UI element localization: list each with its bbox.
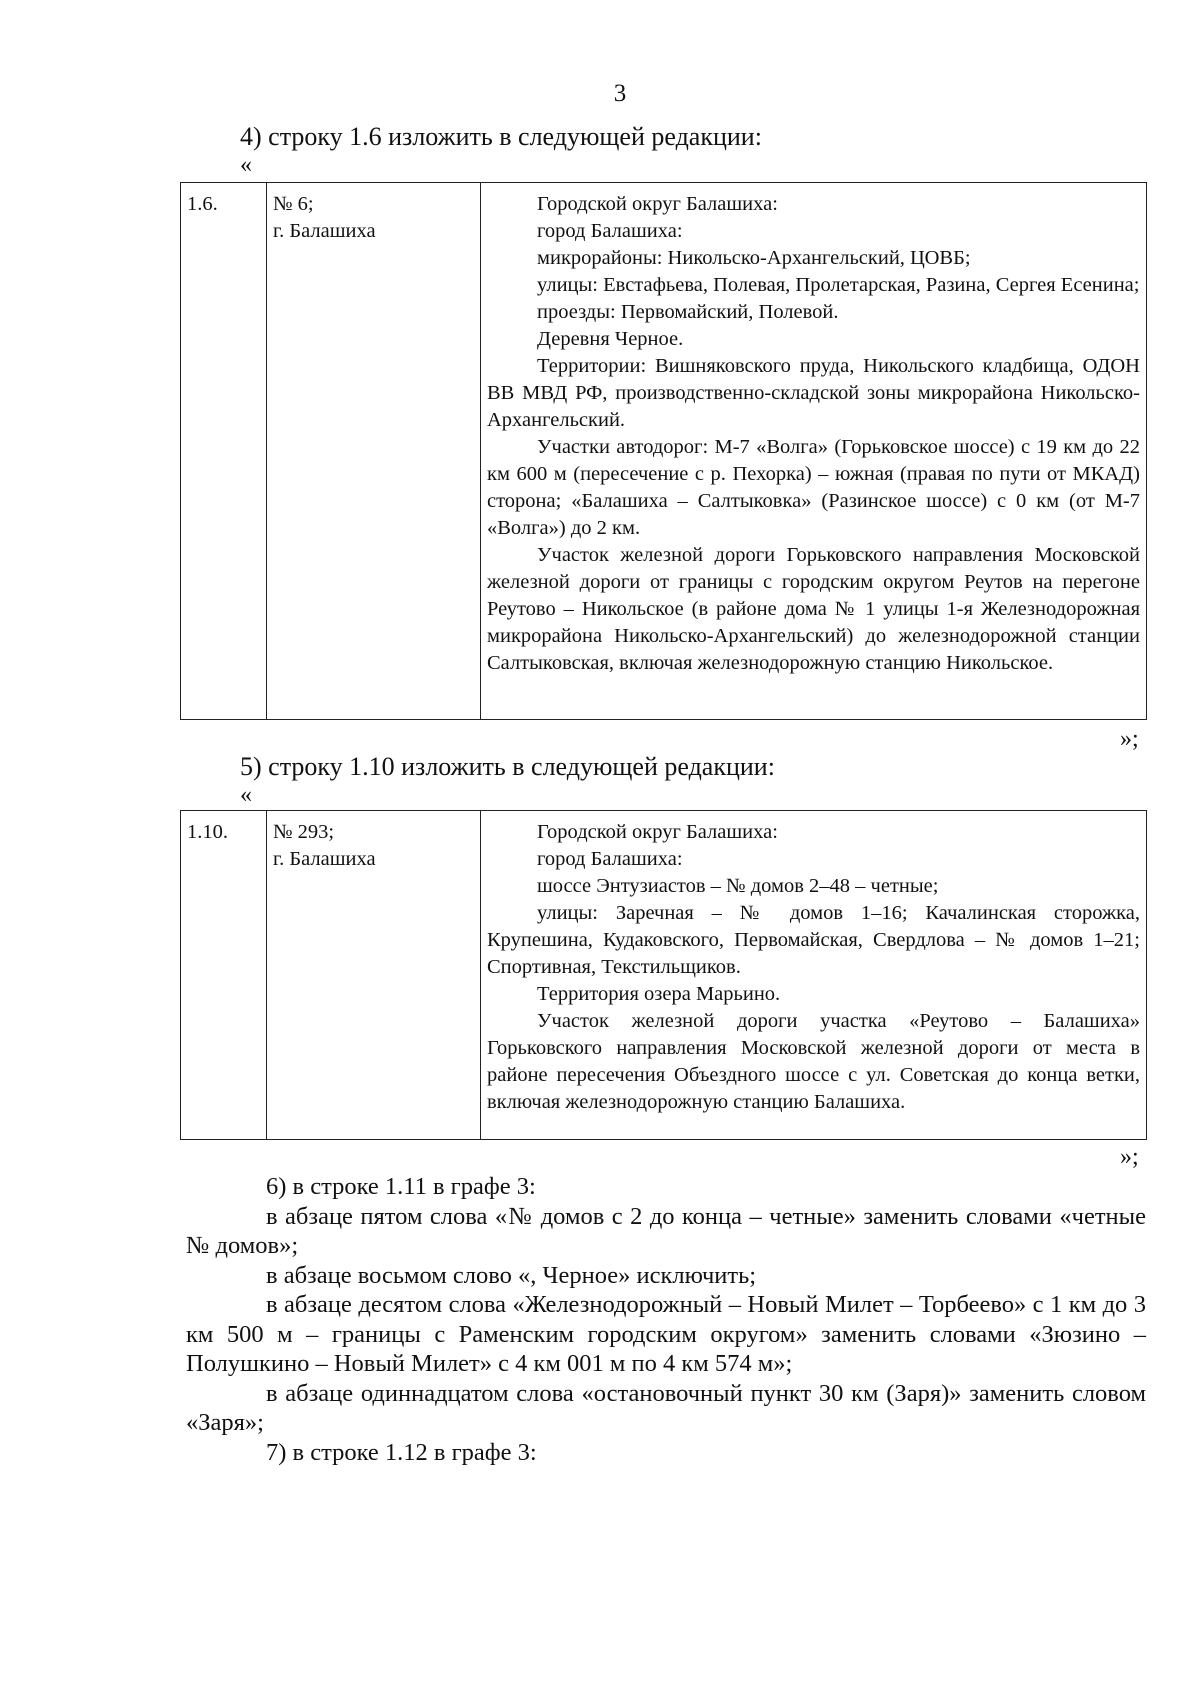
item-5-open-quote: « bbox=[240, 782, 252, 808]
item-5-heading: 5) строку 1.10 изложить в следующей редакции: bbox=[240, 752, 775, 781]
row-number: 1.10. bbox=[187, 821, 228, 843]
row-number-cell bbox=[181, 183, 267, 720]
table-row bbox=[181, 811, 1147, 1140]
row-number-cell bbox=[181, 811, 267, 1140]
territory-paragraph: Деревня Черное. bbox=[537, 328, 684, 350]
item-4-heading: 4) строку 1.6 изложить в следующей редакции: bbox=[240, 122, 762, 151]
amendment-paragraph: в абзаце пятом слова «№ домов с 2 до конца – четные» заменить словами «четные № домов»; bbox=[186, 1202, 1146, 1259]
territory-paragraph: Участок железной дороги участка «Реутово – Балашиха» Горьковского направления Московской железной дороги от места в районе пересечения Объездного шоссе с ул. Советская до конца ветки, включая железнодорожную станцию Балашиха. bbox=[487, 1010, 1140, 1113]
district-number: № 293; bbox=[273, 821, 335, 843]
territory-paragraph: Городской округ Балашиха: bbox=[537, 193, 778, 215]
territory-paragraph: улицы: Евстафьева, Полевая, Пролетарская, Разина, Сергея Есенина; bbox=[537, 274, 1140, 296]
table-row bbox=[181, 183, 1147, 720]
item-4-close-quote: »; bbox=[1120, 726, 1139, 752]
row-number: 1.6. bbox=[187, 193, 218, 215]
item-6-heading: 6) в строке 1.11 в графе 3: bbox=[266, 1173, 536, 1200]
territory-paragraph: Участок железной дороги Горьковского направления Московской железной дороги от границы с городским округом Реутов на перегоне Реутово – Никольское (в районе дома № 1 улицы 1-я Железнодорожная микрорайона Никольско-Архангельский) до железнодорожной станции Салтыковская, включая железнодорожную станцию Никольское. bbox=[487, 544, 1140, 674]
amendment-paragraph: в абзаце одиннадцатом слова «остановочный пункт 30 км (Заря)» заменить словом «Заря»; bbox=[186, 1379, 1146, 1436]
row-1-10-table bbox=[180, 810, 1147, 1140]
item-4-open-quote: « bbox=[240, 152, 252, 178]
territory-paragraph: Городской округ Балашиха: bbox=[537, 821, 778, 843]
territory-paragraph: город Балашиха: bbox=[537, 220, 683, 242]
amendment-paragraph: в абзаце десятом слова «Железнодорожный – Новый Милет – Торбеево» с 1 км до 3 км 500 м – границы с Раменским городским округом» заменить словами «Зюзино – Полушкино – Новый Милет» с 4 км 001 м по 4 км 574 м»; bbox=[186, 1291, 1146, 1377]
amendment-text bbox=[186, 1172, 1146, 1467]
district-city: г. Балашиха bbox=[273, 220, 376, 242]
page-number: 3 bbox=[613, 80, 627, 107]
territory-paragraph: микрорайоны: Никольско-Архангельский, ЦОВБ; bbox=[537, 247, 971, 269]
item-7-heading: 7) в строке 1.12 в графе 3: bbox=[266, 1438, 537, 1466]
district-cell bbox=[267, 183, 481, 720]
territory-paragraph: Территория озера Марьино. bbox=[537, 983, 781, 1005]
row-1-6-table bbox=[180, 182, 1147, 720]
district-number: № 6; bbox=[273, 193, 314, 215]
district-city: г. Балашиха bbox=[273, 848, 376, 870]
territory-paragraph: Участки автодорог: М-7 «Волга» (Горьковское шоссе) с 19 км до 22 км 600 м (пересечение с р. Пехорка) – южная (правая по пути от МКАД) сторона; «Балашиха – Салтыковка» (Разинское шоссе) с 0 км (от М-7 «Волга») до 2 км. bbox=[487, 436, 1140, 539]
territory-cell bbox=[481, 183, 1147, 720]
item-5-close-quote: »; bbox=[1120, 1144, 1139, 1170]
territory-paragraph: шоссе Энтузиастов – № домов 2–48 – четные; bbox=[537, 875, 939, 897]
amendment-paragraph: в абзаце восьмом слово «, Черное» исключить; bbox=[266, 1261, 757, 1289]
territory-paragraph: город Балашиха: bbox=[537, 848, 683, 870]
territory-paragraph: Территории: Вишняковского пруда, Никольского кладбища, ОДОН ВВ МВД РФ, производственно-складской зоны микрорайона Никольско-Архангельский. bbox=[487, 355, 1140, 431]
territory-paragraph: улицы: Заречная – № домов 1–16; Качалинская сторожка, Крупешина, Кудаковского, Первомайская, Свердлова – № домов 1–21; Спортивная, Текстильщиков. bbox=[487, 902, 1140, 978]
district-cell bbox=[267, 811, 481, 1140]
territory-cell bbox=[481, 811, 1147, 1140]
territory-paragraph: проезды: Первомайский, Полевой. bbox=[537, 301, 839, 323]
